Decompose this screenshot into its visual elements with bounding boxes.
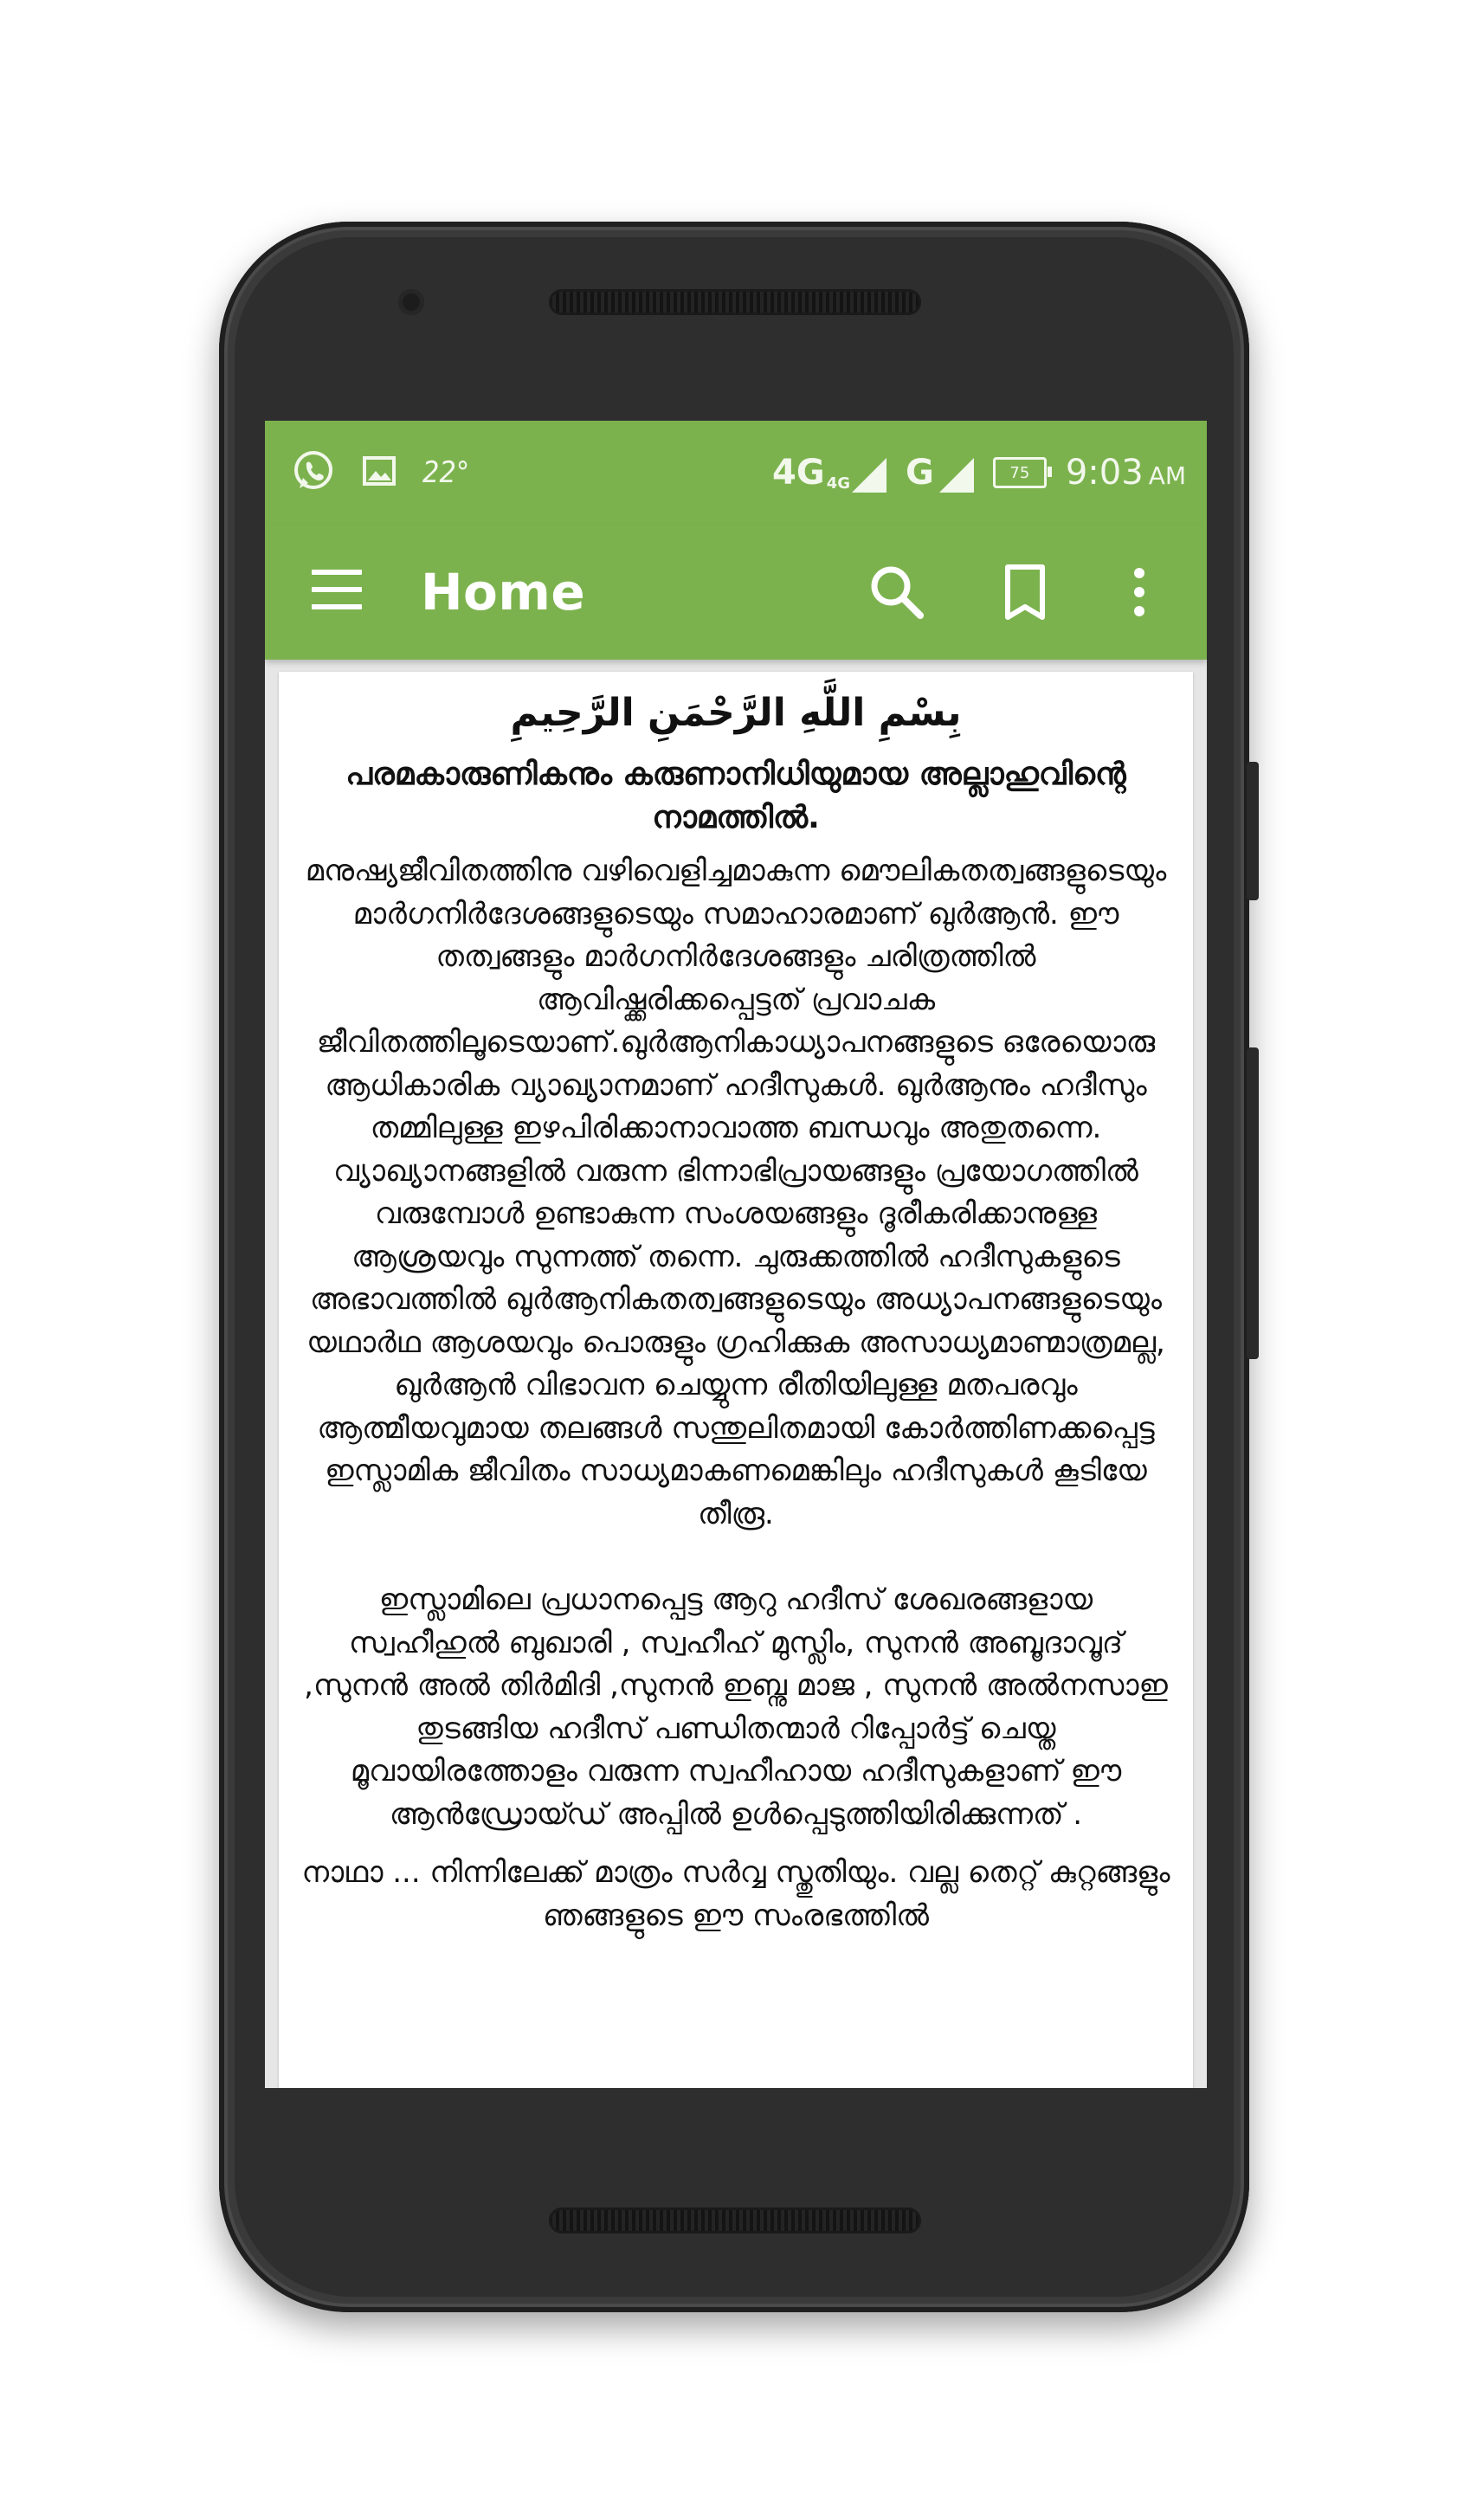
clock: [1066, 453, 1186, 493]
network-4g-label: 4G: [772, 453, 825, 493]
search-icon[interactable]: [862, 557, 932, 627]
temperature-text: 22°: [422, 455, 470, 490]
network-4g-sup: 4G: [826, 474, 851, 493]
app-toolbar: [265, 525, 1207, 660]
bottom-speaker: [549, 2207, 921, 2233]
intro-paragraph: മനുഷ്യജീവിതത്തിനു വഴിവെളിച്ചമാകുന്ന മൌലികതത്വങ്ങളുടെയും മാർഗനിർദേശങ്ങളുടെയും സമാഹാരമാണ് ഖുർആൻ. ഈ തത്വങ്ങളും മാർഗനിർദേശങ്ങളും ചരിത്രത്തിൽ ആവിഷ്ക്കരിക്കപ്പെട്ടത് പ്രവാചക ജീവിതത്തിലൂടെയാണ്.ഖുർആനികാധ്യാപനങ്ങളുടെ ഒരേയൊരു ആധികാരിക വ്യാഖ്യാനമാണ് ഹദീസുകൾ. ഖുർആനും ഹദീസും തമ്മിലുള്ള ഇഴപിരിക്കാനാവാത്ത ബന്ധവും അതുതന്നെ. വ്യാഖ്യാനങ്ങളിൽ വരുന്ന ഭിന്നാഭിപ്രായങ്ങളും പ്രയോഗത്തിൽ വരുമ്പോൾ ഉണ്ടാകുന്ന സംശയങ്ങളും ദൂരീകരിക്കാനുള്ള ആശ്രയവും സുന്നത്ത് തന്നെ. ചുരുക്കത്തിൽ ഹദീസുകളുടെ അഭാവത്തിൽ ഖുർആനികതത്വങ്ങളുടെയും അധ്യാപനങ്ങളുടെയും യഥാർഥ ആശയവും പൊരുളും ഗ്രഹിക്കുക അസാധ്യമാണ്മാത്രമല്ല, ഖുർആൻ വിഭാവന ചെയ്യുന്ന രീതിയിലുള്ള മതപരവും ആത്മീയവുമായ തലങ്ങൾ സന്തുലിതമായി കോർത്തിണക്കപ്പെട്ട ഇസ്ലാമിക ജീവിതം സാധ്യമാകണമെങ്കിലും ഹദീസുകൾ കൂടിയേ തീരൂ.: [305, 854, 1167, 1531]
content-card: [279, 672, 1193, 2088]
signal-icon-1: [852, 458, 887, 493]
bismillah-text: بِسْمِ اللَّهِ الرَّحْمَنِ الرَّحِيمِ: [510, 691, 962, 735]
more-vert-icon[interactable]: [1105, 557, 1174, 627]
bookmark-icon[interactable]: [990, 557, 1060, 627]
power-button: [1247, 762, 1259, 900]
battery-icon: [993, 457, 1047, 488]
clock-time: 9:03: [1065, 453, 1144, 493]
prayer-paragraph: നാഥാ ... നിന്നിലേക്ക് മാത്രം സർവ്വ സ്തുതിയും. വല്ല തെറ്റ് കുറ്റങ്ങളും ഞങ്ങളുടെ ഈ സംരഭത്തിൽ: [301, 1855, 1170, 1933]
content-heading: പരമകാരുണികനും കരുണാനിധിയുമായ അല്ലാഹുവിന്റെ നാമത്തിൽ.: [345, 757, 1126, 835]
network-g-label: G: [906, 453, 934, 493]
whatsapp-icon: [291, 448, 336, 497]
signal-icon-2: [939, 458, 974, 493]
screen: [265, 421, 1207, 2088]
front-camera: [398, 289, 424, 315]
collections-paragraph: ഇസ്ലാമിലെ പ്രധാനപ്പെട്ട ആറു ഹദീസ് ശേഖരങ്ങളായ സ്വഹീഹുൽ ബുഖാരി , സ്വഹീഹ് മുസ്ലിം, സുനൻ അബൂദാവൂദ് ,സുനൻ അൽ തിർമിദി ,സുനൻ ഇബ്നു മാജ , സുനൻ അൽനസാഇ തുടങ്ങിയ ഹദീസ് പണ്ഡിതന്മാർ റിപ്പോർട്ട് ചെയ്ത മൂവായിരത്തോളം വരുന്ന സ്വഹീഹായ ഹദീസുകളാണ് ഈ ആൻഡ്രോയ്ഡ് അപ്പിൽ ഉൾപ്പെടുത്തിയിരിക്കുന്നത് .: [304, 1582, 1168, 1832]
top-speaker: [549, 289, 921, 315]
battery-level: 75: [1009, 463, 1030, 482]
volume-button: [1247, 1047, 1259, 1359]
image-icon: [362, 454, 397, 492]
network-4g-indicator: [772, 453, 887, 493]
status-bar: [265, 421, 1207, 525]
clock-ampm: AM: [1148, 461, 1186, 490]
network-g-indicator: [906, 453, 974, 493]
toolbar-title: Home: [421, 563, 586, 622]
menu-icon[interactable]: [312, 570, 362, 615]
